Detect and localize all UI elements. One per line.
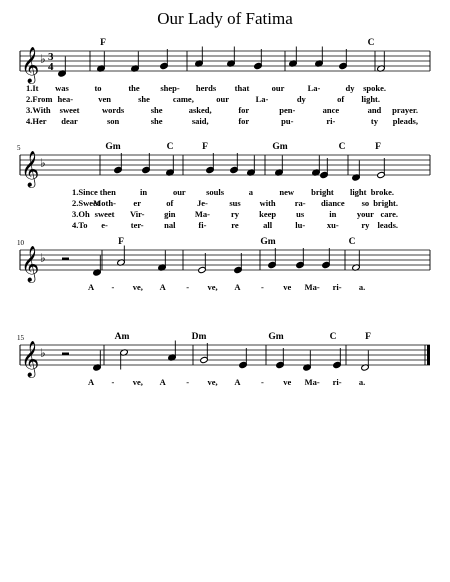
lyric-syllable: pleads,: [392, 116, 418, 126]
treble-clef-icon: 𝄞: [21, 246, 40, 282]
lyric-syllable: Ma-: [304, 377, 320, 387]
lyric-syllable: and: [367, 105, 382, 115]
lyric-syllable: -: [260, 282, 264, 292]
lyric-syllable: your: [356, 209, 374, 219]
lyric-syllable: ve,: [132, 377, 143, 387]
lyric-syllable: ve: [283, 377, 292, 387]
lyric-syllable: ve,: [207, 282, 218, 292]
lyric-syllable: dear: [61, 116, 78, 126]
lyric-syllable: ry: [230, 209, 240, 219]
lyric-syllable: of: [337, 94, 345, 104]
lyric-syllable: -: [186, 282, 190, 292]
lyric-syllable: -: [111, 377, 115, 387]
chord-symbol: Am: [114, 332, 130, 342]
treble-clef-icon: 𝄞: [21, 151, 40, 187]
lyric-syllable: for: [238, 105, 250, 115]
lyric-syllable: -: [186, 377, 190, 387]
song-title: Our Lady of Fatima: [157, 9, 293, 28]
chord-symbol: C: [367, 38, 375, 48]
lyric-syllable: ve,: [207, 377, 218, 387]
chord-symbol: F: [118, 237, 124, 247]
lyric-syllable: keep: [259, 209, 277, 219]
lyric-syllable: pu-: [281, 116, 294, 126]
chord-symbol: F: [100, 38, 106, 48]
lyric-syllable: ri-: [332, 377, 342, 387]
lyric-syllable: 1.Since: [72, 187, 98, 197]
lyric-syllable: 2.Sweet: [72, 198, 100, 208]
lyric-syllable: new: [279, 187, 294, 197]
lyric-syllable: that: [234, 83, 250, 93]
lyric-syllable: asked,: [188, 105, 212, 115]
lyric-syllable: spoke.: [363, 83, 386, 93]
chord-symbol: C: [166, 142, 174, 152]
lyric-syllable: herds: [195, 83, 217, 93]
lyric-syllable: in: [140, 187, 148, 197]
final-barline: [427, 345, 430, 365]
measure-number: 5: [17, 144, 21, 152]
lyric-syllable: us: [296, 209, 305, 219]
lyric-syllable: said,: [191, 116, 209, 126]
lyric-syllable: broke.: [370, 187, 394, 197]
key-signature-flat-icon: ♭: [40, 251, 46, 265]
lyric-syllable: Moth-: [93, 198, 116, 208]
lyric-syllable: son: [106, 116, 120, 126]
lyric-syllable: A: [159, 282, 166, 292]
lyric-syllable: sweet: [94, 209, 115, 219]
lyric-syllable: dy: [296, 94, 306, 104]
lyric-syllable: dy: [345, 83, 355, 93]
chord-symbol: Gm: [105, 142, 121, 152]
lyric-syllable: was: [55, 83, 69, 93]
lyric-syllable: er: [133, 198, 141, 208]
lyric-syllable: fi-: [198, 220, 207, 230]
lyric-syllable: Vir-: [129, 209, 145, 219]
lyric-syllable: ty: [370, 116, 378, 126]
half-rest-icon: [62, 258, 69, 261]
lyric-syllable: souls: [206, 187, 225, 197]
lyric-syllable: xu-: [326, 220, 339, 230]
lyric-syllable: ance: [322, 105, 340, 115]
lyric-syllable: ter-: [130, 220, 144, 230]
lyric-syllable: nal: [164, 220, 176, 230]
lyric-syllable: a.: [358, 282, 366, 292]
lyric-syllable: care.: [380, 209, 398, 219]
lyric-syllable: 2.From: [26, 94, 53, 104]
lyric-syllable: ri-: [332, 282, 342, 292]
lyric-syllable: pen-: [279, 105, 296, 115]
lyric-syllable: 3.With: [26, 105, 51, 115]
lyric-syllable: re: [231, 220, 239, 230]
chord-symbol: F: [202, 142, 208, 152]
lyric-syllable: our: [172, 187, 186, 197]
lyric-syllable: in: [329, 209, 337, 219]
lyric-syllable: sus: [229, 198, 241, 208]
treble-clef-icon: 𝄞: [21, 47, 40, 83]
lyric-syllable: she: [138, 94, 150, 104]
chord-symbol: F: [375, 142, 381, 152]
lyric-syllable: lu-: [295, 220, 306, 230]
lyric-syllable: ra-: [294, 198, 306, 208]
lyric-syllable: A: [88, 282, 95, 292]
lyric-syllable: light.: [361, 94, 380, 104]
chord-symbol: Gm: [272, 142, 288, 152]
lyric-syllable: bright: [311, 187, 334, 197]
lyric-syllable: Ma-: [304, 282, 320, 292]
key-signature-flat-icon: ♭: [40, 346, 46, 360]
lyric-syllable: gin: [164, 209, 176, 219]
lyric-syllable: for: [238, 116, 250, 126]
lyric-syllable: ri-: [326, 116, 336, 126]
key-signature-flat-icon: ♭: [40, 52, 46, 66]
lyric-syllable: A: [234, 377, 241, 387]
half-rest-icon: [62, 353, 69, 356]
lyric-syllable: ve,: [132, 282, 143, 292]
lyric-syllable: so: [361, 198, 370, 208]
lyric-syllable: A: [88, 377, 95, 387]
treble-clef-icon: 𝄞: [21, 341, 40, 377]
lyric-syllable: a.: [358, 377, 366, 387]
lyric-syllable: light: [349, 187, 367, 197]
chord-symbol: C: [329, 332, 337, 342]
measure-number: 10: [17, 239, 24, 247]
measure-number: 15: [17, 334, 24, 342]
lyric-syllable: then: [99, 187, 116, 197]
lyric-syllable: came,: [172, 94, 194, 104]
chord-symbol: Gm: [268, 332, 284, 342]
lyric-syllable: sweet: [59, 105, 80, 115]
lyric-syllable: she: [150, 105, 163, 115]
lyric-syllable: 1.It: [26, 83, 39, 93]
lyric-syllable: our: [271, 83, 285, 93]
lyric-syllable: -: [260, 377, 264, 387]
lyric-syllable: ry: [361, 220, 370, 230]
lyric-syllable: the: [128, 83, 140, 93]
lyric-syllable: words: [102, 105, 125, 115]
lyric-syllable: a: [248, 187, 254, 197]
lyric-syllable: hea-: [57, 94, 74, 104]
chord-symbol: C: [338, 142, 346, 152]
lyric-syllable: A: [234, 282, 241, 292]
lyric-syllable: diance: [320, 198, 345, 208]
key-signature-flat-icon: ♭: [40, 156, 46, 170]
lyric-syllable: our: [216, 94, 230, 104]
lyric-syllable: A: [159, 377, 166, 387]
lyric-syllable: of: [166, 198, 174, 208]
lyric-syllable: she: [150, 116, 163, 126]
lyric-syllable: to: [94, 83, 102, 93]
lyric-syllable: prayer.: [392, 105, 418, 115]
lyric-syllable: -: [111, 282, 115, 292]
chord-symbol: F: [365, 332, 371, 342]
chord-symbol: C: [348, 237, 356, 247]
lyric-syllable: leads.: [377, 220, 398, 230]
lyric-syllable: Je-: [196, 198, 208, 208]
time-signature-top: 3: [48, 51, 54, 63]
lyric-syllable: with: [259, 198, 276, 208]
lyric-syllable: ve: [283, 282, 292, 292]
lyric-syllable: La-: [255, 94, 269, 104]
lyric-syllable: all: [263, 220, 273, 230]
chord-symbol: Gm: [260, 237, 276, 247]
lyric-syllable: 3.Oh: [72, 209, 90, 219]
lyric-syllable: La-: [307, 83, 321, 93]
lyric-syllable: e-: [101, 220, 108, 230]
lyric-syllable: 4.Her: [26, 116, 47, 126]
lyric-syllable: ven: [98, 94, 112, 104]
lyric-syllable: shep-: [160, 83, 180, 93]
lyric-syllable: bright.: [373, 198, 398, 208]
chord-symbol: Dm: [191, 332, 207, 342]
time-signature-bottom: 4: [48, 61, 54, 73]
lyric-syllable: Ma-: [194, 209, 210, 219]
lyric-syllable: 4.To: [72, 220, 88, 230]
